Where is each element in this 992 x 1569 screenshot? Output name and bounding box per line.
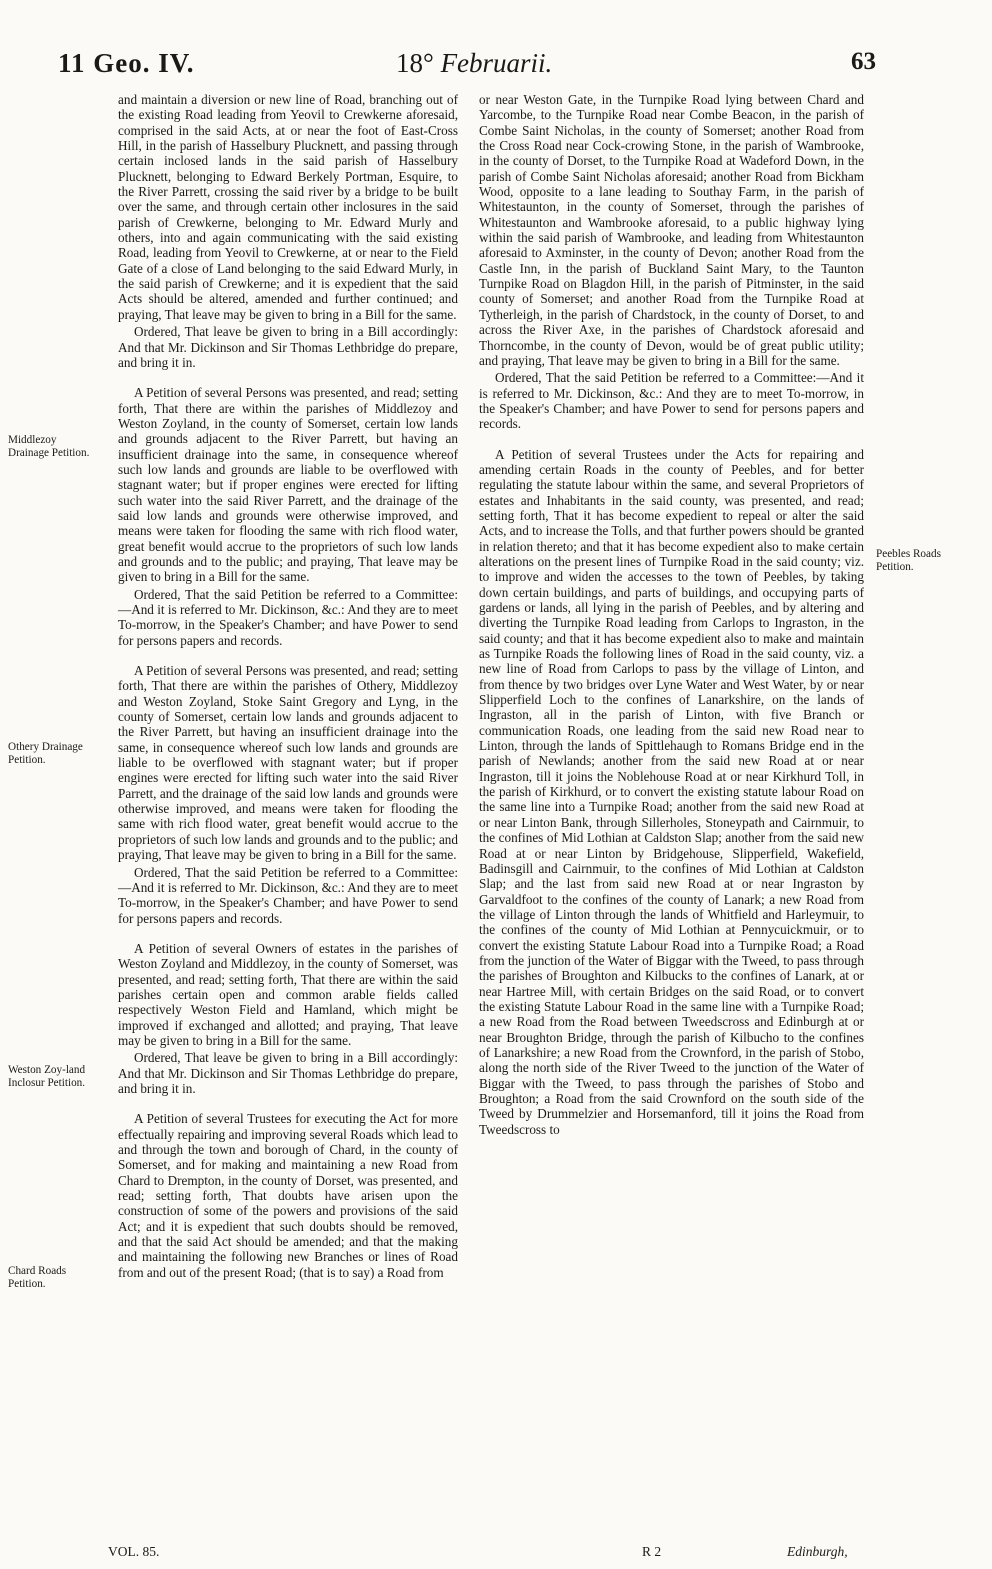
header-day: 18° [396,48,434,78]
petition-paragraph: A Petition of several Persons was presented, and read; setting forth, That there are within the parishes of Middlezoy and Weston Zoyland, in the county of Somerset, certain low lands and grounds adjacent to the River Parrett, but having an insufficient drainage into the same, in consequence whereof such low lands and grounds are liable to be overflowed with stagnant water; but if proper engines were erected for lifting such water into the said River Parrett, and the drainage of the said low lands and grounds were otherwise improved, and means were taken for flooding the same with rich flood water, great benefit would accrue to the proprietors of such low lands and grounds and to the public; and praying, That leave may be given to bring in a Bill for the same. [118,385,458,585]
page-header [58,48,876,88]
order-paragraph: Ordered, That the said Petition be referred to a Committee:—And it is referred to Mr. Dickinson, &c.: And they are to meet To-morrow, in the Speaker's Chamber; and have Power to send for persons papers and records. [118,586,458,648]
paragraph: or near Weston Gate, in the Turnpike Road lying between Chard and Yarcombe, to the Turnpike Road near Combe Beacon, in the parish of Combe Saint Nicholas, in the county of Somerset; another Road from the Cross Road near Cock-crowing Stone, in the parish of Wambrooke, in the county of Dorset, to the Turnpike Road at Wadeford Down, in the parish of Combe Saint Nicholas aforesaid; another Road from Bickham Wood, opposite to a lane leading to Southay Farm, in the parish of Whitestaunton, in the county of Somerset, through the parishes of Whitestaunton and Wambrooke aforesaid, to a public highway lying within the said parish of Wambrooke, and leading from Whitestaunton aforesaid to Axminster, in the county of Devon; another Road from the Castle Inn, in the parish of Buckland Saint Mary, to the Taunton Turnpike Road on Blagdon Hill, in the parish of Pitminster, in the said county of Somerset; and another Road from the Turnpike Road at Tytherleigh, in the parish of Chardstock, in the county of Dorset, to and across the River Axe, in the parishes of Chardstock aforesaid and Thorncombe, in the county of Devon, would be of great public utility; and praying, That leave may be given to bring in a Bill for the same. [479,92,864,368]
sidenote-middlezoy: Middlezoy Drainage Petition. [8,434,90,459]
sidenote-weston-zoyland: Weston Zoy-land Inclosur Petition. [8,1064,86,1089]
petition-paragraph: A Petition of several Trustees under the Acts for repairing and amending certain Roads in the county of Peebles, and for better regulating the statute labour within the same, and several Proprietors of estates and Inhabitants in the said county, was presented, and read; setting forth, That it has become expedient to repeal or alter the said Acts, and to increase the Tolls, and that further powers should be granted in relation thereto; and that it has become expedient also to make certain alterations on the present lines of Turnpike Road in the said county; viz. to improve and widen the accesses to the town of Peebles, by taking down certain buildings, and parts of buildings, and occupying parts of gardens or lands, all lying in the parish of Peebles, and by altering and diverting the Turnpike Road leading from Carlops to Ingraston, in the said county; and that it has become expedient also to make and maintain as Turnpike Roads the following lines of Road in the said county, viz. a new line of Road from Carlops to pass by the village of Linton, and from thence by two bridges over Lyne Water and West Water, by or near Slipperfield Loch to the confines of Lanarkshire, on the lands of Ingraston, all in the parish of Linton, with five Branch or communication Roads, one leading from the said new Road near to Linton, through the lands of Spittlehaugh to Romans Bridge end in the parish of Newlands; another from the said new Road at or near Ingraston, till it joins the Noblehouse Road at or near Kirkhurd Toll, in the parish of Kirkhurd, or to convert the existing statute labour Road on the same line into a Turnpike Road; another from the said new Road at or near Linton Bank, through Sillerholes, Stoneypath and Cairnmuir, to the confines of Mid Lothian at Caldston Slap; another from the said new Road at or near Linton by Bridgehouse, Slipperfield, Wakefield, Badinsgill and Cairnmuir, to the confines of Mid Lothian at Caldston Slap; and the last from said new Road at or near Ingraston by Garvaldfoot to the confines of the county of Lanark; a new Road from the village of Linton through the lands of Whitfield and Harleymuir, to the confines of the county of Mid Lothian at Pennycuickmuir, or to convert the existing Statute Labour Road into a Turnpike Road; a Road from the junction of the Water of Biggar with the Tweed, to pass through the parishes of Broughton and Kilbucks to the confines of Lanark, at or near Hartree Mill, with certain Bridges on the said Road, or to convert the existing Statute Labour Road in the same line with a Turnpike Road; a new Road from the Road between Tweedscross and Edinburgh at or near Broughton Bridge, through the parish of Kilbucho to the confines of Lanarkshire; a new Road from the Crownford, in the parish of Stobo, along the north side of the River Tweed to the junction of the Water of Biggar with the Tweed, to pass through the parishes of Stobo and Broughton; a Road from the said Crownford on the south side of the Tweed by Drummelzier and Horsemanford, till it joins the Road from Tweedscross to [479,446,864,1137]
paragraph: and maintain a diversion or new line of Road, branching out of the existing Road leading from Yeovil to Crewkerne aforesaid, comprised in the said Acts, at or near the foot of East-Cross Hill, in the parish of Hasselbury Plucknett, and passing through certain inclosed lands in the said parish of Hasselbury Plucknett, belonging to Edward Berkely Portman, Esquire, to the River Parrett, crossing the said river by a bridge to be built over the same, and through certain other inclosures in the said parish of Crewkerne, belonging to Mr. Edward Murly and others, into and again communicating with the said existing Road, leading from Yeovil to Crewkerne, at or near to the Field Gate of a close of Land belonging to the said Edward Murly, in the said parish of Crewkerne; and it is expedient that the said Acts should be altered, amended and further continued; and praying, That leave may be given to bring in a Bill for the same. [118,92,458,322]
regnal-year: 11 Geo. IV. [58,48,195,78]
sidenote-chard: Chard Roads Petition. [8,1265,67,1290]
catchword: Edinburgh, [787,1544,848,1559]
order-paragraph: Ordered, That the said Petition be referred to a Committee:—And it is referred to Mr. Dickinson, &c.: And they are to meet To-morrow, in the Speaker's Chamber; and have Power to send for persons papers and records. [479,370,864,432]
order-paragraph: Ordered, That leave be given to bring in a Bill accordingly: And that Mr. Dickinson and Sir Thomas Lethbridge do prepare, and bring it in. [118,324,458,370]
volume-number: VOL. 85. [108,1544,160,1559]
signature-mark: R 2 [642,1544,662,1559]
header-date [396,48,552,79]
right-column [479,92,864,1137]
sidenote-othery: Othery Drainage Petition. [8,741,83,766]
page-footer [0,1544,992,1566]
left-column [118,92,458,1280]
header-month: Februarii. [440,48,553,78]
order-paragraph: Ordered, That leave be given to bring in a Bill accordingly: And that Mr. Dickinson and Sir Thomas Lethbridge do prepare, and bring it in. [118,1050,458,1096]
sidenote-peebles: Peebles Roads Petition. [876,548,941,573]
order-paragraph: Ordered, That the said Petition be referred to a Committee:—And it is referred to Mr. Dickinson, &c.: And they are to meet To-morrow, in the Speaker's Chamber; and have Power to send for persons papers and records. [118,864,458,926]
petition-paragraph: A Petition of several Persons was presented, and read; setting forth, That there are within the parishes of Othery, Middlezoy and Weston Zoyland, Stoke Saint Gregory and Lyng, in the county of Somerset, certain low lands and grounds adjacent to the River Parrett, but having an insufficient drainage into the same, in consequence whereof such low lands and grounds are liable to be overflowed with stagnant water; but if proper engines were erected for lifting such water into the said River Parrett, and the drainage of the said low lands and grounds were otherwise improved, and means were taken for flooding the same with rich flood water, great benefit would accrue to the proprietors of such low lands and grounds and to the public; and praying, That leave may be given to bring in a Bill for the same. [118,663,458,863]
petition-paragraph: A Petition of several Owners of estates in the parishes of Weston Zoyland and Middlezoy, in the county of Somerset, was presented, and read; setting forth, That there are within the said parishes certain open and common arable fields called respectively Weston Field and Hamland, which might be improved if exchanged and allotted; and praying, That leave may be given to bring in a Bill for the same. [118,940,458,1048]
page-number: 63 [851,48,876,75]
petition-paragraph: A Petition of several Trustees for executing the Act for more effectually repairing and improving several Roads which lead to and through the town and borough of Chard, in the county of Somerset, and for making and maintaining a new Road from Chard to Drempton, in the county of Dorset, was presented, and read; setting forth, That doubts have arisen upon the construction of some of the powers and provisions of the said Act; and it is expedient that such doubts should be removed, and that the said Act should be amended; and that the making and maintaining the following new Branches or lines of Road from and out of the present Road; (that is to say) a Road from [118,1111,458,1280]
